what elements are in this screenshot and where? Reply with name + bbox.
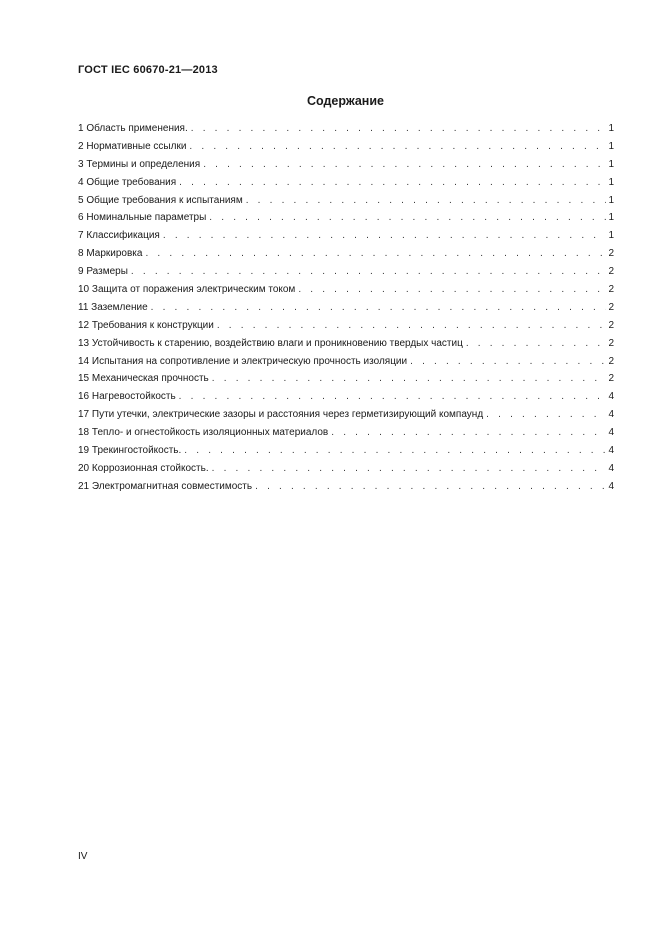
toc-entry[interactable]	[78, 335, 614, 353]
dot-leader	[179, 388, 607, 406]
toc-entry[interactable]	[78, 317, 614, 335]
toc-entry-title: 16 Нагревостойкость	[78, 391, 176, 403]
toc-entry-page: 2	[608, 373, 614, 385]
dot-leader	[209, 209, 606, 227]
dot-leader	[179, 174, 606, 192]
toc-entry-title: 2 Нормативные ссылки	[78, 140, 187, 152]
toc-entry[interactable]	[78, 227, 614, 245]
toc-entry-title: 1 Область применения.	[78, 123, 188, 134]
toc-entry[interactable]	[78, 281, 614, 299]
toc-entry-page: 2	[608, 266, 614, 278]
dot-leader	[298, 281, 606, 299]
toc-title: Содержание	[306, 94, 384, 108]
toc-entry-page: 4	[608, 409, 614, 421]
toc-entry-title: 5 Общие требования к испытаниям	[78, 194, 243, 206]
toc-entry[interactable]	[78, 424, 614, 442]
toc-entry[interactable]	[78, 263, 614, 281]
toc-entry[interactable]	[78, 460, 614, 478]
toc-entry[interactable]	[78, 370, 614, 388]
toc-entry[interactable]	[78, 192, 614, 210]
toc-entry[interactable]	[78, 156, 614, 174]
toc-entry-page: 4	[608, 480, 614, 492]
toc-entry-page: 1	[608, 212, 614, 224]
toc-entry-title: 11 Заземление	[78, 301, 148, 313]
toc-entry-title: 6 Номинальные параметры	[78, 212, 207, 224]
toc-entry-title: 13 Устойчивость к старению, воздействию влаги и проникновению твердых частиц	[78, 337, 463, 349]
toc-entry-title: 9 Размеры	[78, 266, 128, 278]
toc-entry[interactable]	[78, 209, 614, 227]
toc-entry-page: 1	[608, 123, 614, 134]
dot-leader	[212, 460, 607, 478]
toc-entry-page: 4	[608, 427, 614, 439]
toc-entry-title: 8 Маркировка	[78, 248, 143, 260]
toc-entry[interactable]	[78, 174, 614, 192]
dot-leader	[246, 192, 607, 210]
toc-entry-title: 21 Электромагнитная совместимость	[78, 480, 253, 492]
dot-leader	[331, 424, 606, 442]
toc-entry-page: 1	[608, 194, 614, 206]
toc-entry-title: 20 Коррозионная стойкость.	[78, 462, 209, 474]
toc-entry-title: 12 Требования к конструкции	[78, 319, 214, 331]
toc-entry-page: 1	[608, 230, 614, 242]
toc-entry[interactable]	[78, 299, 614, 317]
toc-entry-page: 4	[608, 391, 614, 403]
toc-entry[interactable]	[78, 478, 614, 496]
toc-entry-title: 10 Защита от поражения электрическим током	[78, 284, 296, 296]
toc-entry-page: 4	[608, 462, 614, 474]
toc-entry[interactable]	[78, 406, 614, 424]
dot-leader	[217, 317, 607, 335]
dot-leader	[255, 478, 606, 496]
dot-leader	[145, 245, 606, 263]
page-number: IV	[78, 851, 88, 862]
dot-leader	[189, 138, 606, 156]
toc-entry-page: 1	[608, 158, 614, 170]
toc-entry-page: 2	[608, 337, 614, 349]
toc-entry-page: 2	[608, 301, 614, 313]
toc-entry[interactable]	[78, 388, 614, 406]
toc-entry-page: 2	[608, 319, 614, 331]
toc-entry-title: 3 Термины и определения	[78, 158, 201, 170]
toc-entry-page: 2	[608, 284, 614, 296]
toc-entry-title: 18 Тепло- и огнестойкость изоляционных материалов	[78, 427, 329, 439]
dot-leader	[410, 353, 606, 371]
toc-entry[interactable]	[78, 353, 614, 371]
dot-leader	[486, 406, 606, 424]
document-code: ГОСТ IEC 60670-21—2013	[78, 64, 218, 76]
toc-entry-title: 19 Трекингостойкость.	[78, 445, 182, 457]
toc-entry[interactable]	[78, 138, 614, 156]
dot-leader	[212, 370, 607, 388]
table-of-contents	[78, 120, 614, 496]
toc-entry-title: 15 Механическая прочность	[78, 373, 209, 385]
toc-entry-page: 4	[608, 445, 614, 457]
dot-leader	[151, 299, 607, 317]
toc-entry-title: 17 Пути утечки, электрические зазоры и расстояния через герметизирующий компаунд	[78, 409, 484, 421]
toc-entry-page: 2	[608, 355, 614, 367]
toc-entry[interactable]	[78, 442, 614, 460]
dot-leader	[191, 120, 607, 138]
toc-entry[interactable]	[78, 120, 614, 138]
toc-entry-title: 4 Общие требования	[78, 176, 177, 188]
toc-entry[interactable]	[78, 245, 614, 263]
dot-leader	[466, 335, 607, 353]
toc-entry-page: 1	[608, 176, 614, 188]
toc-heading	[0, 94, 661, 108]
dot-leader	[203, 156, 606, 174]
dot-leader	[184, 442, 606, 460]
dot-leader	[131, 263, 607, 281]
dot-leader	[163, 227, 607, 245]
toc-entry-page: 2	[608, 248, 614, 260]
toc-entry-title: 7 Классификация	[78, 230, 160, 242]
toc-entry-page: 1	[608, 140, 614, 152]
toc-entry-title: 14 Испытания на сопротивление и электрическую прочность изоляции	[78, 355, 408, 367]
